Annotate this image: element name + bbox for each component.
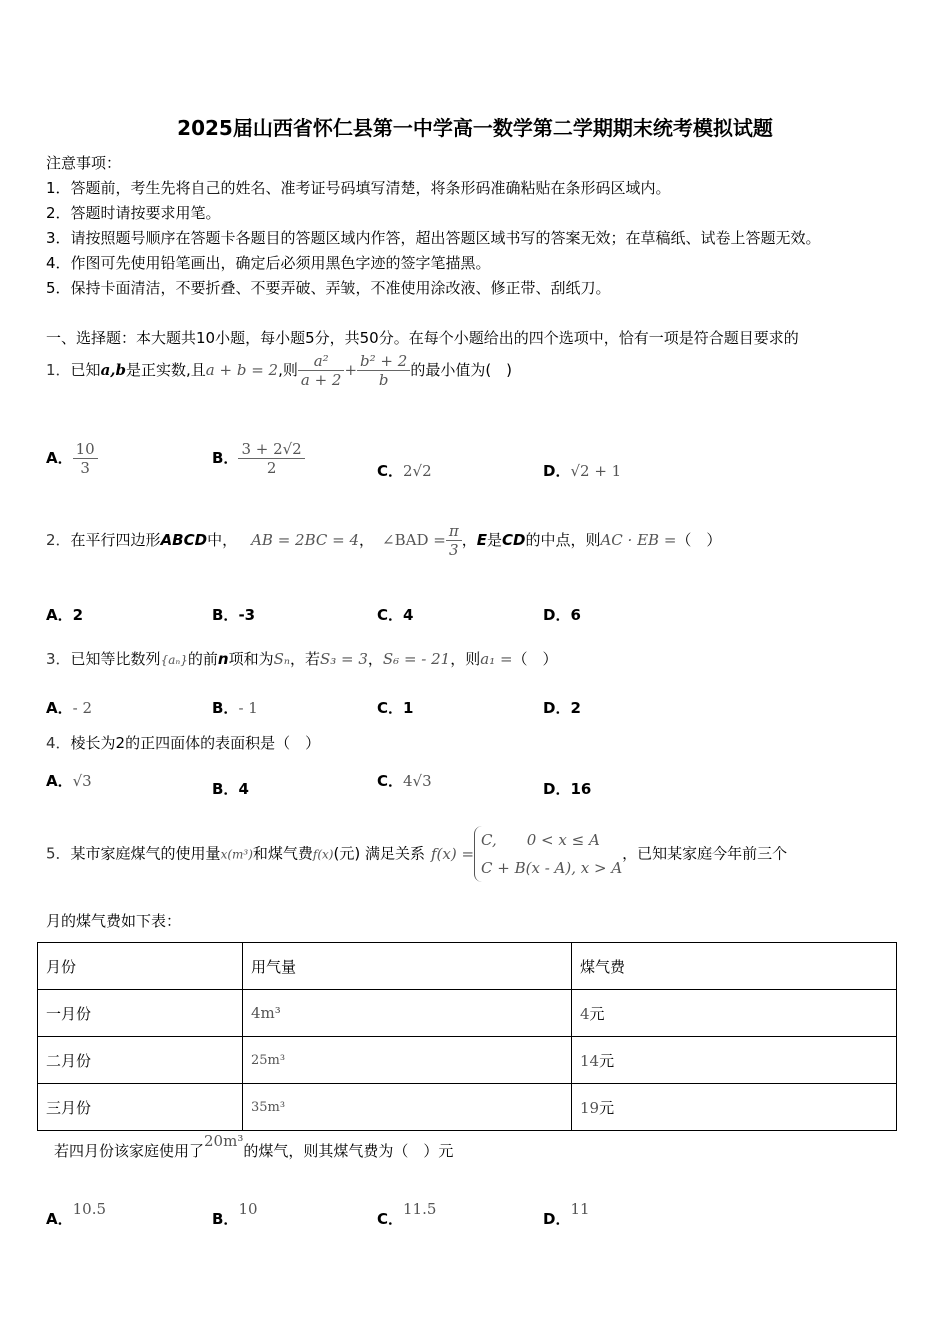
- q4-text: 棱长为2的正四面体的表面积是（ ）: [70, 734, 321, 752]
- question-3: [46, 648, 558, 669]
- notice-item-5: 5．保持卡面清洁，不要折叠、不要弄破、弄皱，不准使用涂改液、修正带、刮纸刀。: [46, 279, 611, 297]
- q1-option-b[interactable]: B． $\frac{3 + 2√2}{2}$: [212, 440, 305, 477]
- q2-comma: ，: [359, 531, 375, 549]
- q1-fraction-1: $\frac{\text{a²}}{a + 2}$: [298, 352, 345, 389]
- q3-sn: Sₙ: [273, 650, 290, 668]
- table-cell: 二月份: [38, 1037, 243, 1084]
- q5-text-1: 某市家庭煤气的使用量: [70, 844, 221, 863]
- table-cell: 三月份: [38, 1084, 243, 1131]
- gas-table: [37, 942, 897, 1131]
- section-heading: 一、选择题：本大题共10小题，每小题5分，共50分。在每个小题给出的四个选项中，恰有一项是符合题目要求的: [46, 329, 799, 347]
- q5-function-def: f(x) =: [430, 844, 475, 863]
- page-title: 2025届山西省怀仁县第一中学高一数学第二学期期末统考模拟试题: [177, 116, 773, 140]
- q2-option-b[interactable]: B．-3: [212, 606, 256, 624]
- table-cell: 4m³: [243, 990, 572, 1037]
- q4-option-c[interactable]: C．4√3: [377, 772, 432, 790]
- q4-number: 4．: [46, 734, 71, 752]
- question-4: [46, 732, 320, 753]
- notice-item-1: 1．答题前，考生先将自己的姓名、准考证号码填写清楚，将条形码准确粘贴在条形码区域内。: [46, 179, 671, 197]
- q1-number: 1．: [46, 361, 71, 379]
- q1-text-4: 的最小值为( ): [410, 361, 513, 379]
- q5-xm: x(m³): [220, 847, 253, 862]
- q3-a1: a₁ =: [480, 650, 513, 668]
- notice-item-4: 4．作图可先使用铅笔画出，确定后必须用黑色字迹的签字笔描黑。: [46, 254, 491, 272]
- q5-text-7: 的煤气，则其煤气费为（ ）元: [243, 1142, 454, 1160]
- q4-option-b[interactable]: B．4: [212, 780, 249, 798]
- q5-option-d[interactable]: D．11: [543, 1200, 590, 1228]
- q5-text-3: (元) 满足关系: [333, 844, 425, 863]
- q2-option-a[interactable]: A．2: [46, 606, 84, 624]
- q1-text-3: ,则: [278, 361, 298, 379]
- q2-pi-fraction: $\frac{\pi}{3}$: [446, 522, 462, 559]
- table-header: 用气量: [243, 943, 572, 990]
- q2-angle: ∠BAD =: [382, 531, 446, 549]
- q5-number: 5．: [46, 844, 71, 863]
- q5-fx: f(x): [312, 847, 334, 862]
- q5-text-4: ，已知某家庭今年前三个: [622, 844, 788, 863]
- q3-n: n: [217, 650, 229, 668]
- q2-point-e: E: [476, 531, 487, 549]
- table-row: [38, 1037, 897, 1084]
- notice-item-3: 3．请按照题号顺序在答题卡各题目的答题区域内作答，超出答题区域书写的答案无效；在草稿纸、试卷上答题无效。: [46, 229, 821, 247]
- q3-text-3: 项和为: [228, 650, 274, 668]
- q3-text-4: ，若: [289, 650, 320, 668]
- q3-option-b[interactable]: B．- 1: [212, 699, 258, 717]
- q5-table-intro: 月的煤气费如下表：: [46, 912, 182, 930]
- q2-expression: AC · EB =: [600, 531, 677, 549]
- q2-condition: AB = 2BC = 4: [251, 531, 360, 549]
- q3-sequence: {aₙ}: [160, 653, 188, 667]
- q1-text-1: 已知: [70, 361, 101, 379]
- table-cell: 一月份: [38, 990, 243, 1037]
- q2-segment-cd: CD: [501, 531, 526, 549]
- q2-text-2: 中，: [207, 531, 238, 549]
- q5-option-c[interactable]: C．11.5: [377, 1200, 437, 1228]
- q3-option-d[interactable]: D．2: [543, 699, 581, 717]
- q5-text-6: 若四月份该家庭使用了: [54, 1142, 205, 1160]
- q1-fraction-2: $\frac{\text{b² + 2}}{b}$: [357, 352, 410, 389]
- table-cell: 19元: [572, 1084, 897, 1131]
- q3-text-6: ，则: [450, 650, 481, 668]
- q1-option-d[interactable]: D．√2 + 1: [543, 462, 622, 480]
- q3-text-2: 的前: [187, 650, 218, 668]
- q2-text-6: （ ）: [676, 531, 722, 549]
- table-header-row: [38, 943, 897, 990]
- q2-text-5: 的中点，则: [525, 531, 601, 549]
- table-header: 月份: [38, 943, 243, 990]
- q3-s6: S₆ = - 21: [382, 650, 451, 668]
- q4-option-a[interactable]: A．√3: [46, 772, 92, 790]
- table-cell: 25m³: [243, 1037, 572, 1084]
- notice-heading: 注意事项：: [46, 154, 122, 172]
- question-2: [46, 522, 721, 559]
- q3-option-a[interactable]: A．- 2: [46, 699, 92, 717]
- q3-s3: S₃ = 3: [319, 650, 368, 668]
- q5-question-line: [54, 1132, 454, 1161]
- table-cell: 14元: [572, 1037, 897, 1084]
- q2-text-3: ，: [461, 531, 477, 549]
- question-1: [46, 352, 512, 389]
- q5-piecewise: C, 0 < x ≤ A C + B(x - A), x > A: [474, 826, 622, 882]
- q5-text-2: 和煤气费: [252, 844, 313, 863]
- q1-plus: +: [344, 361, 358, 379]
- table-row: [38, 1084, 897, 1131]
- q3-text-5: ，: [367, 650, 383, 668]
- q1-option-c[interactable]: C．2√2: [377, 462, 432, 480]
- q5-option-a[interactable]: A．10.5: [46, 1200, 107, 1228]
- q2-option-c[interactable]: C．4: [377, 606, 414, 624]
- q3-text-7: （ ）: [512, 650, 558, 668]
- q1-vars: a,b: [100, 361, 126, 379]
- table-cell: 4元: [572, 990, 897, 1037]
- q2-number: 2．: [46, 531, 71, 549]
- q5-option-b[interactable]: B．10: [212, 1200, 258, 1228]
- q2-text-1: 在平行四边形: [70, 531, 161, 549]
- q4-option-d[interactable]: D．16: [543, 780, 592, 798]
- q2-option-d[interactable]: D．6: [543, 606, 581, 624]
- q3-number: 3．: [46, 650, 71, 668]
- q3-option-c[interactable]: C．1: [377, 699, 414, 717]
- table-header: 煤气费: [572, 943, 897, 990]
- table-cell: 35m³: [243, 1084, 572, 1131]
- q2-shape: ABCD: [160, 531, 208, 549]
- q1-text-2: 是正实数,且: [126, 361, 206, 379]
- q1-option-a[interactable]: A． $\frac{10}{3}$: [46, 440, 98, 477]
- question-5: [46, 826, 787, 882]
- q3-text-1: 已知等比数列: [70, 650, 161, 668]
- notice-item-2: 2．答题时请按要求用笔。: [46, 204, 221, 222]
- q2-text-4: 是: [486, 531, 502, 549]
- q5-usage: 20m³: [204, 1132, 244, 1150]
- q1-condition: a + b = 2: [205, 361, 279, 379]
- table-row: [38, 990, 897, 1037]
